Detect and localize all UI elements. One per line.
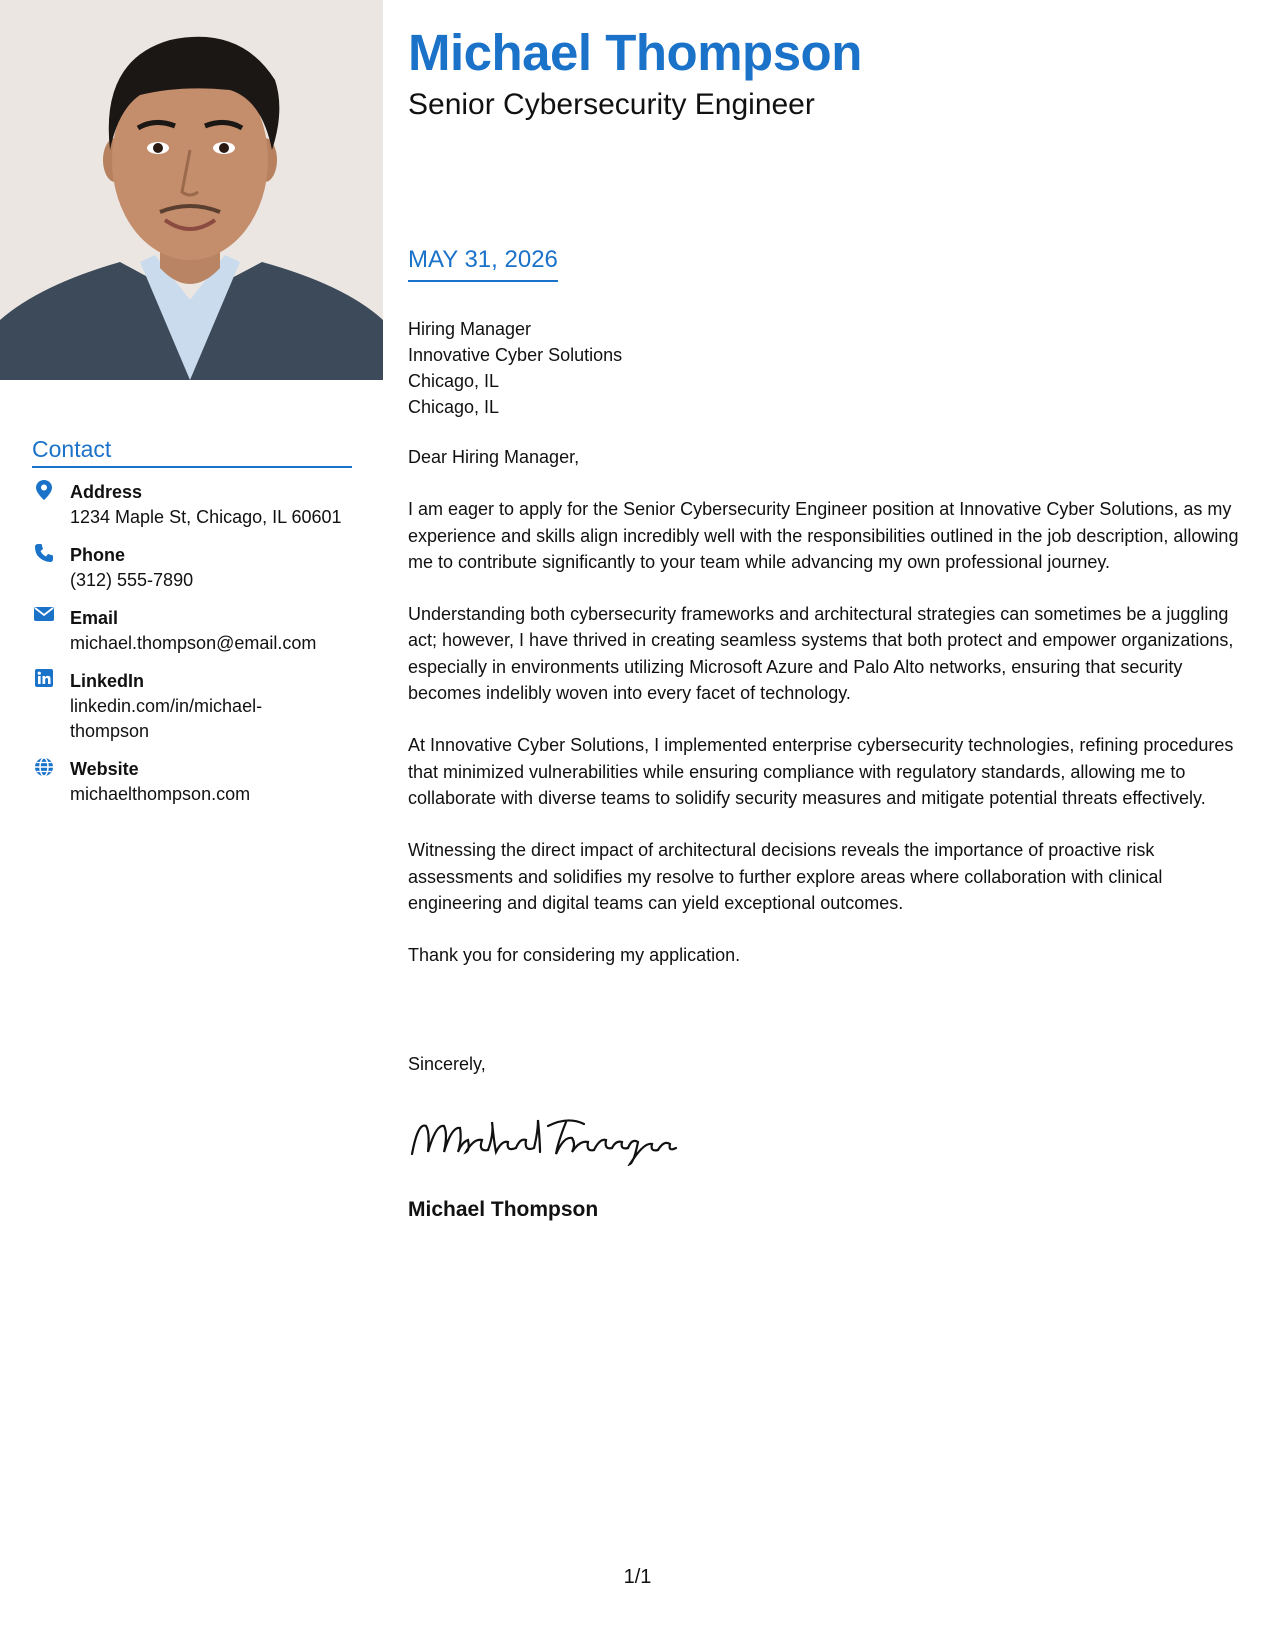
website-value[interactable]: michaelthompson.com	[70, 784, 251, 804]
body-paragraph: Thank you for considering my application.	[408, 945, 741, 966]
recipient-line: Chicago, IL	[408, 397, 500, 417]
body-paragraph: I am eager to apply for the Senior Cybersecurity Engineer position at Innovative Cyber Solutions, as my experience and skills align incredibly well with the responsibilities outlined in the job description, allowing me to contribute significantly to your team while advancing my own professional journey.	[408, 499, 1239, 572]
globe-icon	[32, 757, 56, 781]
address-value: 1234 Maple St, Chicago, IL 60601	[70, 507, 342, 527]
location-pin-icon	[32, 480, 56, 504]
recipient-line: Chicago, IL	[408, 371, 500, 391]
portrait-illustration	[0, 0, 383, 380]
signer-name: Michael Thompson	[408, 1198, 599, 1221]
job-title: Senior Cybersecurity Engineer	[408, 88, 815, 121]
linkedin-icon	[32, 669, 56, 693]
contact-label: Email	[70, 608, 119, 628]
letter-main	[408, 20, 1248, 1221]
contact-label: Address	[70, 482, 143, 502]
recipient-line: Hiring Manager	[408, 319, 532, 339]
contact-label: LinkedIn	[70, 671, 145, 691]
body-paragraph: At Innovative Cyber Solutions, I implemented enterprise cybersecurity technologies, refining procedures that minimized vulnerabilities while ensuring compliance with regulatory standards, allowing me to collaborate with diverse teams to solidify security measures and mitigate potential threats effectively.	[408, 735, 1234, 808]
contact-list	[32, 480, 352, 807]
email-icon	[32, 606, 56, 630]
contact-item-address	[32, 480, 352, 530]
page-number: 1/1	[623, 1566, 652, 1588]
phone-icon	[32, 543, 56, 567]
letter-date: MAY 31, 2026	[408, 246, 558, 282]
contact-item-website	[32, 757, 352, 807]
recipient-block	[408, 316, 622, 420]
salutation: Dear Hiring Manager,	[408, 447, 580, 467]
contact-item-phone	[32, 543, 352, 593]
contact-sidebar	[32, 436, 352, 820]
contact-label: Website	[70, 759, 139, 779]
handwritten-signature	[408, 1112, 678, 1171]
phone-value: (312) 555-7890	[70, 570, 194, 590]
contact-item-email	[32, 606, 352, 656]
letter-body	[408, 444, 1248, 994]
date-block	[408, 246, 558, 282]
closing: Sincerely,	[408, 1054, 486, 1074]
profile-photo	[0, 0, 383, 380]
body-paragraph: Understanding both cybersecurity frameworks and architectural strategies can sometimes be a juggling act; however, I have thrived in creating seamless systems that both protect and empower organizations, especially in environments utilizing Microsoft Azure and Palo Alto networks, ensuring that security becomes indelibly woven into every facet of technology.	[408, 604, 1234, 704]
contact-label: Phone	[70, 545, 126, 565]
contact-section-title: Contact	[32, 436, 352, 468]
linkedin-value[interactable]: linkedin.com/in/michael-thompson	[70, 696, 263, 741]
applicant-name: Michael Thompson	[408, 24, 862, 81]
body-paragraph: Witnessing the direct impact of architectural decisions reveals the importance of proactive risk assessments and solidifies my resolve to further explore areas where collaboration with clinical engineering and digital teams can yield exceptional outcomes.	[408, 840, 1163, 913]
contact-item-linkedin	[32, 669, 352, 744]
email-value[interactable]: michael.thompson@email.com	[70, 633, 317, 653]
recipient-line: Innovative Cyber Solutions	[408, 345, 623, 365]
